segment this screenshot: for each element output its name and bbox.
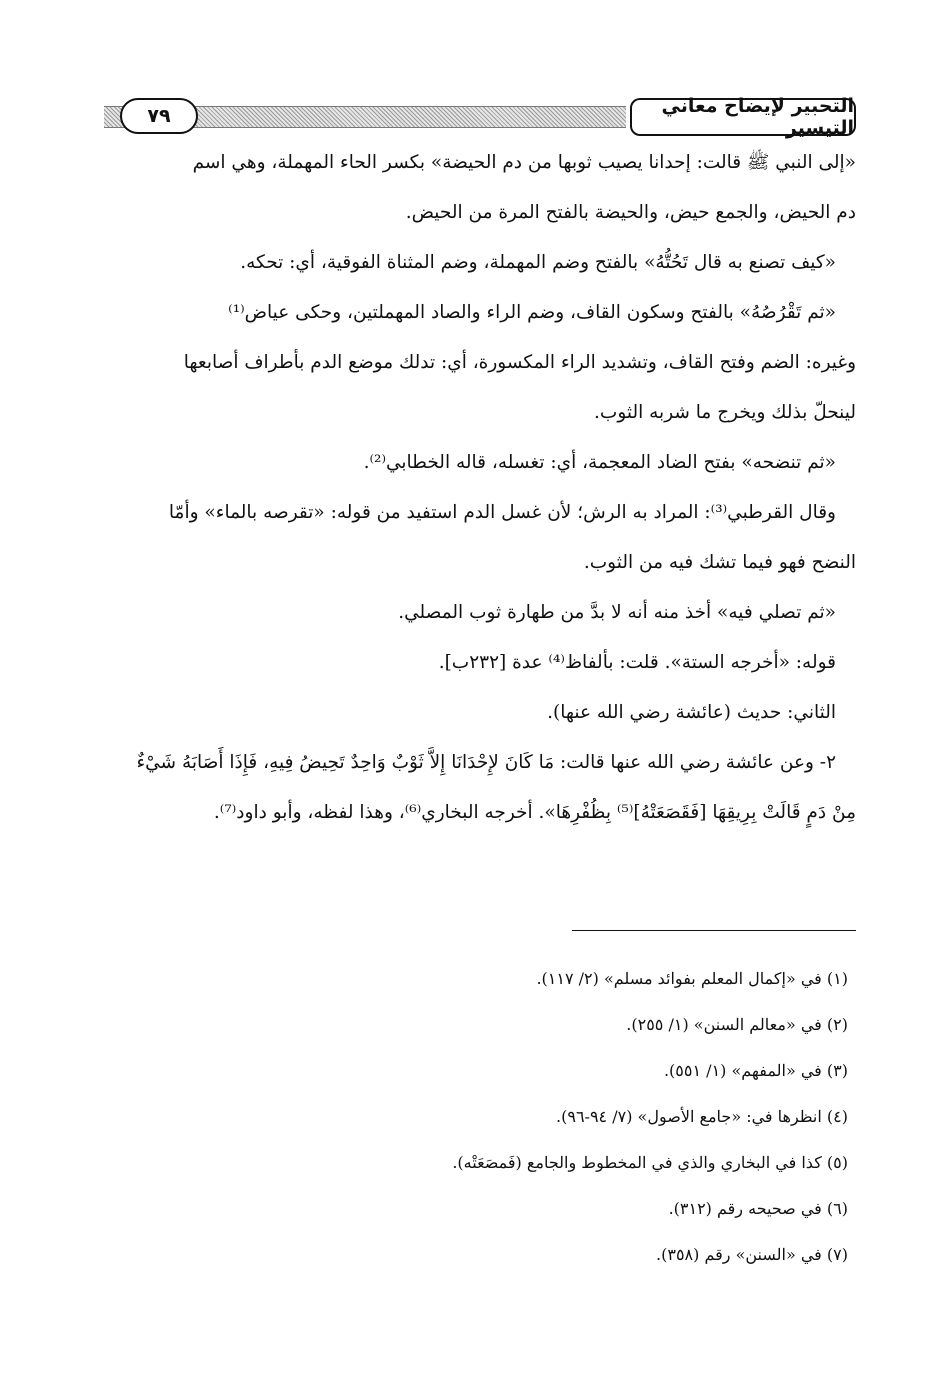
footnote: (١) في «إكمال المعلم بفوائد مسلم» (٢/ ١١٧). (536, 969, 848, 988)
text-line: «ثم تَقْرُصُهُ» بالفتح وسكون القاف، وضم الراء والصاد المهملتين، وحكى عياض⁽¹⁾ (228, 302, 836, 323)
footnote: (٦) في صحيحه رقم (٣١٢). (668, 1199, 848, 1218)
text-line: مِنْ دَمٍ قَالَتْ بِرِيقِهَا [فَقَصَعَتْهُ]⁽⁵⁾ بِظُفْرِهَا». أخرجه البخاري⁽⁶⁾، وهذا لفظه، وأبو داود⁽⁷⁾. (213, 802, 856, 823)
footnote-separator (572, 930, 856, 931)
footnote: (٥) كذا في البخاري والذي في المخطوط والجامع (فَمصَعَتْه). (452, 1153, 848, 1172)
text-line: «ثم تصلي فيه» أخذ منه أنه لا بدَّ من طهارة ثوب المصلي. (398, 602, 836, 623)
text-line: «إلى النبي ﷺ قالت: إحدانا يصيب ثوبها من دم الحيضة» بكسر الحاء المهملة، وهي اسم (192, 152, 856, 173)
footnote: (٧) في «السنن» رقم (٣٥٨). (656, 1245, 848, 1264)
page-header (104, 96, 856, 140)
text-line: «ثم تنضحه» بفتح الضاد المعجمة، أي: تغسله، قاله الخطابي⁽²⁾. (363, 452, 836, 473)
text-line: الثاني: حديث (عائشة رضي الله عنها). (547, 702, 836, 723)
text-line: النضح فهو فيما تشك فيه من الثوب. (583, 552, 856, 573)
footnote: (٢) في «معالم السنن» (١/ ٢٥٥). (626, 1015, 848, 1034)
page-number: ٧٩ (120, 98, 198, 134)
main-text (104, 146, 856, 846)
text-line: «كيف تصنع به قال تَحُتُّهُ» بالفتح وضم المهملة، وضم المثناة الفوقية، أي: تحكه. (240, 252, 836, 273)
text-line: وقال القرطبي⁽³⁾: المراد به الرش؛ لأن غسل الدم استفيد من قوله: «تقرصه بالماء» وأمّا (168, 502, 836, 523)
text-line: ٢- وعن عائشة رضي الله عنها قالت: مَا كَانَ لإِحْدَانَا إِلاَّ ثَوْبٌ وَاحِدٌ تَحِيضُ فِيهِ، فَإِذَا أَصَابَهُ شَيْءٌ (136, 752, 836, 773)
footnotes (104, 966, 856, 1288)
footnote: (٣) في «المفهم» (١/ ٥٥١). (663, 1061, 848, 1080)
footnote: (٤) انظرها في: «جامع الأصول» (٧/ ٩٤-٩٦). (556, 1107, 848, 1126)
text-line: لينحلّ بذلك ويخرج ما شربه الثوب. (594, 402, 856, 423)
book-title: التحبير لإيضاح معاني التيسير (630, 98, 856, 136)
text-line: دم الحيض، والجمع حيض، والحيضة بالفتح المرة من الحيض. (405, 202, 856, 223)
text-line: وغيره: الضم وفتح القاف، وتشديد الراء المكسورة، أي: تدلك موضع الدم بأطراف أصابعها (183, 352, 856, 373)
text-line: قوله: «أخرجه الستة». قلت: بألفاظ⁽⁴⁾ عدة [٢٣٢ب]. (438, 652, 836, 673)
